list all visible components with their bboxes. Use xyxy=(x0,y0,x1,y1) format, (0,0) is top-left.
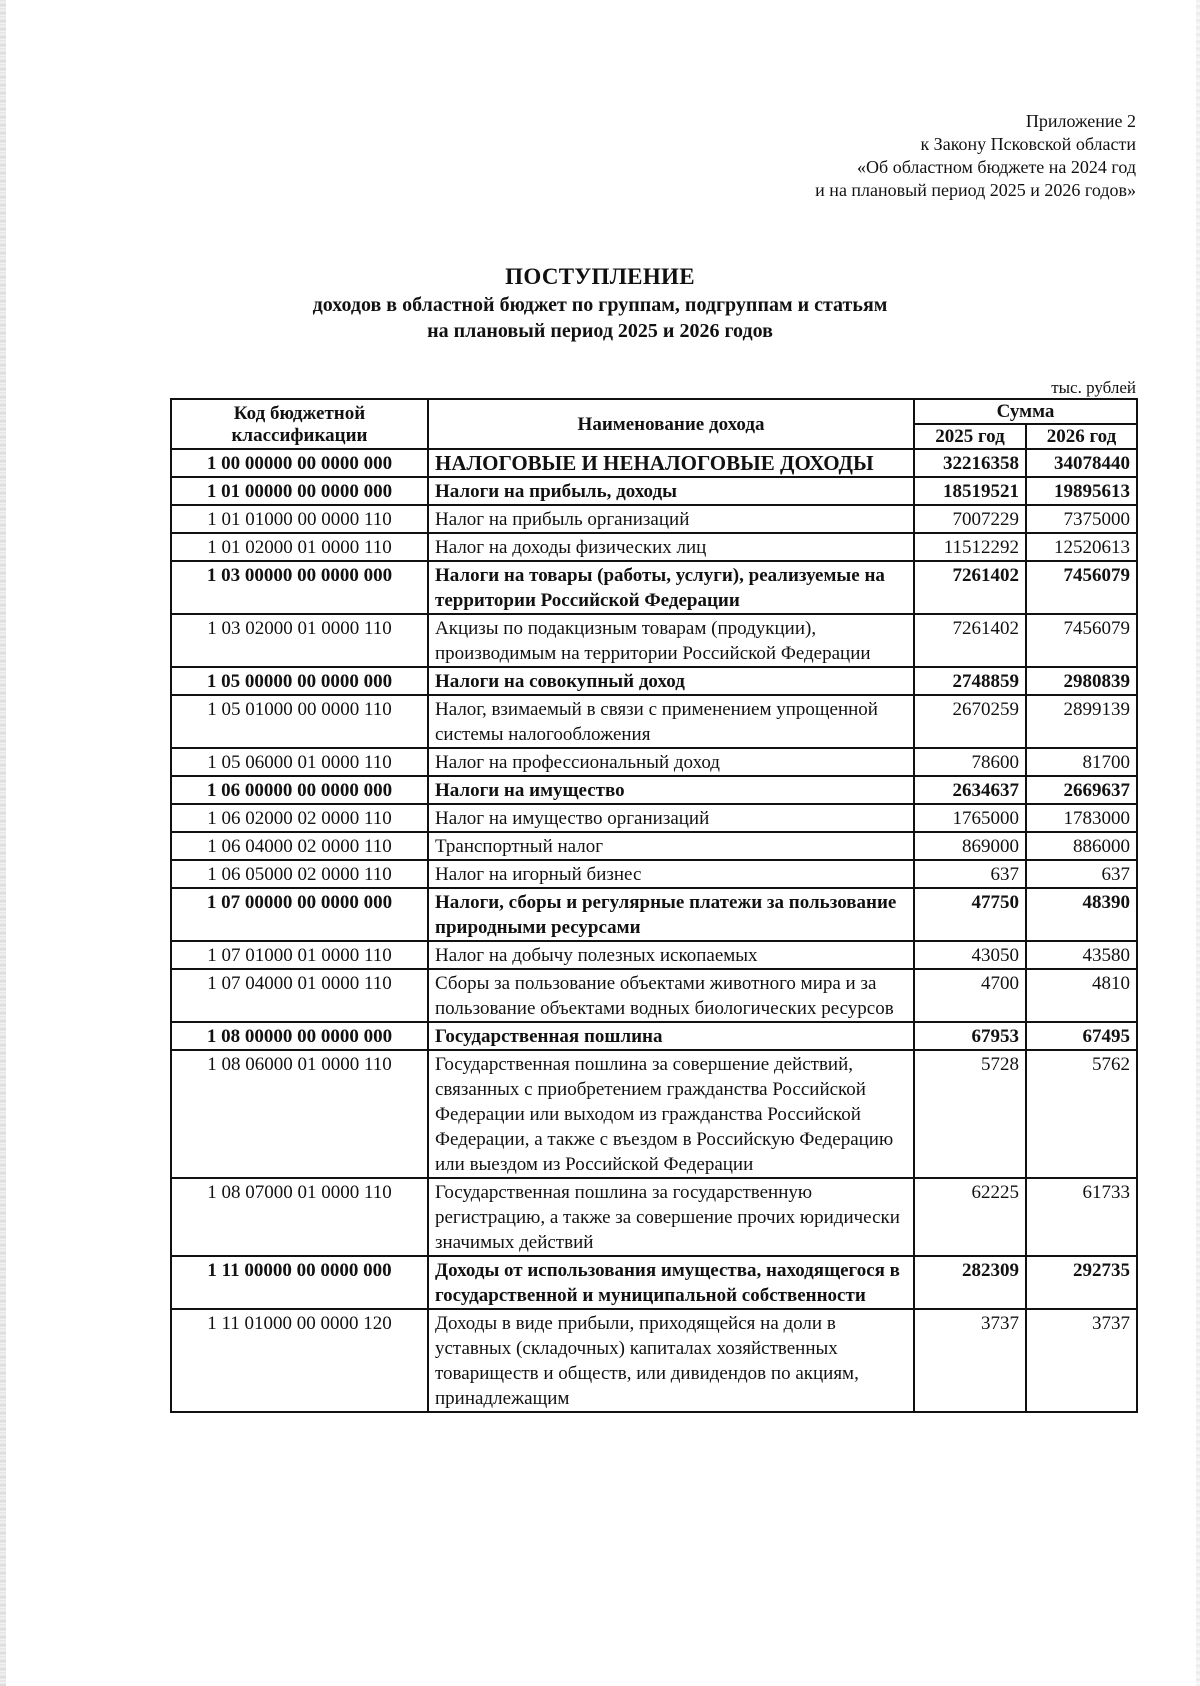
title-line-2: доходов в областной бюджет по группам, подгруппам и статьям xyxy=(312,294,888,316)
appendix-line: Приложение 2 xyxy=(1025,111,1136,131)
table-row xyxy=(171,832,1137,860)
row-name: Налоги на товары (работы, услуги), реализуемые на территории Российской Федерации xyxy=(428,561,914,614)
row-code: 1 01 00000 00 0000 000 xyxy=(171,477,428,505)
row-code: 1 08 00000 00 0000 000 xyxy=(171,1022,428,1050)
table-row xyxy=(171,860,1137,888)
row-value-2025: 18519521 xyxy=(914,477,1026,505)
row-value-2025: 47750 xyxy=(914,888,1026,941)
row-name: Государственная пошлина за совершение действий, связанных с приобретением гражданства Российской Федерации или выходом из гражданства Российской Федерации, а также с въездом в Российскую Федерацию или выездом из Российской Федерации xyxy=(428,1050,914,1178)
row-code: 1 06 00000 00 0000 000 xyxy=(171,776,428,804)
row-code: 1 00 00000 00 0000 000 xyxy=(171,449,428,477)
table-row xyxy=(171,667,1137,695)
row-value-2025: 869000 xyxy=(914,832,1026,860)
row-value-2025: 2670259 xyxy=(914,695,1026,748)
row-value-2026: 48390 xyxy=(1026,888,1137,941)
row-code: 1 08 07000 01 0000 110 xyxy=(171,1178,428,1256)
table-row xyxy=(171,748,1137,776)
row-name: Сборы за пользование объектами животного мира и за пользование объектами водных биологических ресурсов xyxy=(428,969,914,1022)
row-value-2026: 3737 xyxy=(1026,1309,1137,1412)
row-code: 1 01 01000 00 0000 110 xyxy=(171,505,428,533)
row-value-2025: 637 xyxy=(914,860,1026,888)
header-year-2026: 2026 год xyxy=(1026,424,1137,449)
row-value-2026: 19895613 xyxy=(1026,477,1137,505)
appendix-line: к Закону Псковской области xyxy=(920,134,1136,154)
row-name: Доходы от использования имущества, находящегося в государственной и муниципальной собственности xyxy=(428,1256,914,1309)
row-name: НАЛОГОВЫЕ И НЕНАЛОГОВЫЕ ДОХОДЫ xyxy=(428,449,914,477)
table-row xyxy=(171,1178,1137,1256)
row-value-2025: 67953 xyxy=(914,1022,1026,1050)
row-code: 1 11 01000 00 0000 120 xyxy=(171,1309,428,1412)
row-value-2025: 62225 xyxy=(914,1178,1026,1256)
row-name: Налог на игорный бизнес xyxy=(428,860,914,888)
row-value-2025: 78600 xyxy=(914,748,1026,776)
row-value-2026: 61733 xyxy=(1026,1178,1137,1256)
table-row xyxy=(171,561,1137,614)
row-code: 1 05 00000 00 0000 000 xyxy=(171,667,428,695)
row-code: 1 06 05000 02 0000 110 xyxy=(171,860,428,888)
row-name: Транспортный налог xyxy=(428,832,914,860)
row-name: Налоги, сборы и регулярные платежи за пользование природными ресурсами xyxy=(428,888,914,941)
row-code: 1 07 01000 01 0000 110 xyxy=(171,941,428,969)
appendix-note xyxy=(815,110,1136,202)
row-name: Налог на добычу полезных ископаемых xyxy=(428,941,914,969)
appendix-line: и на плановый период 2025 и 2026 годов» xyxy=(815,180,1136,200)
row-name: Налог, взимаемый в связи с применением упрощенной системы налогообложения xyxy=(428,695,914,748)
table-row xyxy=(171,695,1137,748)
table-row xyxy=(171,505,1137,533)
row-code: 1 03 00000 00 0000 000 xyxy=(171,561,428,614)
title-main: ПОСТУПЛЕНИЕ xyxy=(505,264,695,289)
row-name: Государственная пошлина xyxy=(428,1022,914,1050)
row-name: Налог на доходы физических лиц xyxy=(428,533,914,561)
row-value-2025: 7261402 xyxy=(914,614,1026,667)
row-code: 1 05 01000 00 0000 110 xyxy=(171,695,428,748)
revenue-table xyxy=(170,398,1138,1413)
title-line-3: на плановый период 2025 и 2026 годов xyxy=(427,320,773,342)
row-name: Налоги на совокупный доход xyxy=(428,667,914,695)
table-row xyxy=(171,449,1137,477)
row-name: Государственная пошлина за государственную регистрацию, а также за совершение прочих юридически значимых действий xyxy=(428,1178,914,1256)
row-code: 1 01 02000 01 0000 110 xyxy=(171,533,428,561)
row-name: Налог на профессиональный доход xyxy=(428,748,914,776)
row-name: Налог на прибыль организаций xyxy=(428,505,914,533)
row-value-2025: 5728 xyxy=(914,1050,1026,1178)
row-value-2026: 637 xyxy=(1026,860,1137,888)
row-code: 1 07 00000 00 0000 000 xyxy=(171,888,428,941)
row-name: Акцизы по подакцизным товарам (продукции), производимым на территории Российской Федерации xyxy=(428,614,914,667)
row-value-2025: 2634637 xyxy=(914,776,1026,804)
row-value-2026: 2980839 xyxy=(1026,667,1137,695)
row-code: 1 07 04000 01 0000 110 xyxy=(171,969,428,1022)
row-name: Налог на имущество организаций xyxy=(428,804,914,832)
row-code: 1 08 06000 01 0000 110 xyxy=(171,1050,428,1178)
row-code: 1 05 06000 01 0000 110 xyxy=(171,748,428,776)
header-year-2025: 2025 год xyxy=(914,424,1026,449)
row-value-2026: 4810 xyxy=(1026,969,1137,1022)
table-row xyxy=(171,1050,1137,1178)
row-value-2025: 43050 xyxy=(914,941,1026,969)
row-value-2026: 34078440 xyxy=(1026,449,1137,477)
row-value-2025: 7261402 xyxy=(914,561,1026,614)
row-value-2025: 2748859 xyxy=(914,667,1026,695)
table-row xyxy=(171,477,1137,505)
table-row xyxy=(171,941,1137,969)
row-value-2026: 7456079 xyxy=(1026,614,1137,667)
row-code: 1 06 02000 02 0000 110 xyxy=(171,804,428,832)
document-title xyxy=(0,262,1200,344)
table-row xyxy=(171,533,1137,561)
row-value-2026: 81700 xyxy=(1026,748,1137,776)
table-row xyxy=(171,969,1137,1022)
row-value-2026: 7456079 xyxy=(1026,561,1137,614)
header-sum: Сумма xyxy=(914,399,1137,424)
row-code: 1 06 04000 02 0000 110 xyxy=(171,832,428,860)
table-row xyxy=(171,804,1137,832)
table-row xyxy=(171,1256,1137,1309)
header-name: Наименование дохода xyxy=(428,399,914,449)
row-value-2025: 4700 xyxy=(914,969,1026,1022)
appendix-line: «Об областном бюджете на 2024 год xyxy=(857,157,1136,177)
row-value-2026: 7375000 xyxy=(1026,505,1137,533)
row-value-2025: 11512292 xyxy=(914,533,1026,561)
row-value-2026: 43580 xyxy=(1026,941,1137,969)
row-value-2026: 1783000 xyxy=(1026,804,1137,832)
row-value-2025: 282309 xyxy=(914,1256,1026,1309)
table-row xyxy=(171,1309,1137,1412)
row-code: 1 11 00000 00 0000 000 xyxy=(171,1256,428,1309)
row-value-2025: 32216358 xyxy=(914,449,1026,477)
table-header-row xyxy=(171,399,1137,424)
header-code: Код бюджетной классификации xyxy=(171,399,428,449)
row-value-2026: 2899139 xyxy=(1026,695,1137,748)
row-value-2025: 7007229 xyxy=(914,505,1026,533)
units-label: тыс. рублей xyxy=(1051,378,1136,397)
scan-edge-left xyxy=(0,0,6,1686)
row-value-2025: 3737 xyxy=(914,1309,1026,1412)
row-name: Налоги на прибыль, доходы xyxy=(428,477,914,505)
row-value-2026: 886000 xyxy=(1026,832,1137,860)
row-name: Доходы в виде прибыли, приходящейся на доли в уставных (складочных) капиталах хозяйственных товариществ и обществ, или дивидендов по акциям, принадлежащим xyxy=(428,1309,914,1412)
row-code: 1 03 02000 01 0000 110 xyxy=(171,614,428,667)
row-value-2026: 5762 xyxy=(1026,1050,1137,1178)
table-row xyxy=(171,614,1137,667)
table-row xyxy=(171,776,1137,804)
row-value-2026: 67495 xyxy=(1026,1022,1137,1050)
table-row xyxy=(171,1022,1137,1050)
row-name: Налоги на имущество xyxy=(428,776,914,804)
row-value-2026: 12520613 xyxy=(1026,533,1137,561)
row-value-2026: 292735 xyxy=(1026,1256,1137,1309)
row-value-2025: 1765000 xyxy=(914,804,1026,832)
row-value-2026: 2669637 xyxy=(1026,776,1137,804)
scan-edge-right xyxy=(1196,0,1200,1686)
table-row xyxy=(171,888,1137,941)
